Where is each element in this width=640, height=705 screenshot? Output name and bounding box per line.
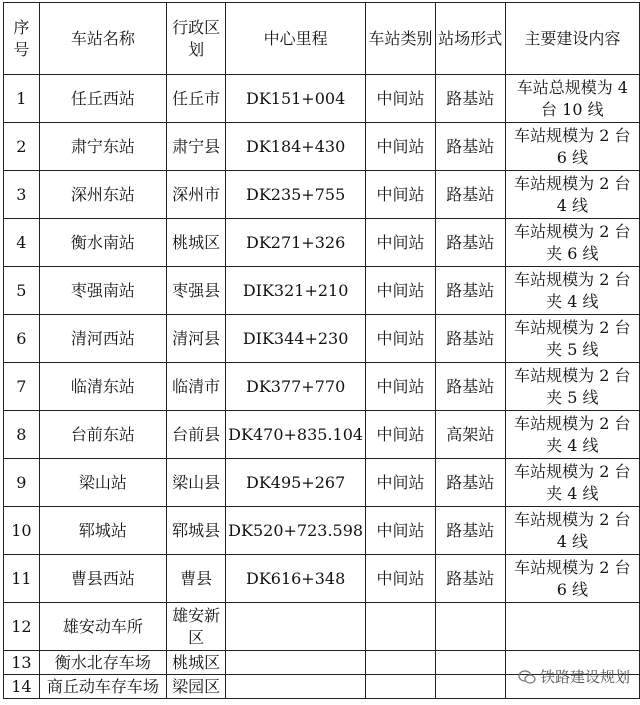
cell-type: 中间站 bbox=[366, 411, 436, 459]
cell-mileage: DK151+004 bbox=[226, 75, 366, 123]
cell-form: 路基站 bbox=[435, 219, 505, 267]
cell-no: 4 bbox=[4, 219, 40, 267]
cell-district: 郓城县 bbox=[167, 507, 226, 555]
header-form: 站场形式 bbox=[435, 3, 505, 75]
cell-no: 5 bbox=[4, 267, 40, 315]
cell-no: 11 bbox=[4, 555, 40, 603]
table-row bbox=[4, 411, 640, 459]
cell-type: 中间站 bbox=[366, 459, 436, 507]
cell-no: 14 bbox=[4, 675, 40, 699]
cell-mileage: DIK321+210 bbox=[226, 267, 366, 315]
header-no: 序号 bbox=[4, 3, 40, 75]
table-row bbox=[4, 267, 640, 315]
stations-table bbox=[3, 2, 640, 699]
cell-mileage: DK184+430 bbox=[226, 123, 366, 171]
cell-name: 商丘动车存车场 bbox=[39, 675, 166, 699]
cell-district: 枣强县 bbox=[167, 267, 226, 315]
cell-form: 路基站 bbox=[435, 507, 505, 555]
cell-name: 肃宁东站 bbox=[39, 123, 166, 171]
header-content: 主要建设内容 bbox=[505, 3, 639, 75]
cell-type: 中间站 bbox=[366, 171, 436, 219]
cell-form: 路基站 bbox=[435, 555, 505, 603]
cell-content bbox=[505, 603, 639, 651]
cell-type: 中间站 bbox=[366, 555, 436, 603]
cell-district: 台前县 bbox=[167, 411, 226, 459]
table-row bbox=[4, 555, 640, 603]
cell-form: 路基站 bbox=[435, 315, 505, 363]
cell-no: 8 bbox=[4, 411, 40, 459]
cell-content: 车站规模为 2 台夹 4 线 bbox=[505, 411, 639, 459]
cell-form: 路基站 bbox=[435, 75, 505, 123]
cell-district: 桃城区 bbox=[167, 651, 226, 675]
cell-mileage: DK616+348 bbox=[226, 555, 366, 603]
table-row bbox=[4, 75, 640, 123]
cell-type: 中间站 bbox=[366, 267, 436, 315]
cell-name: 临清东站 bbox=[39, 363, 166, 411]
header-name: 车站名称 bbox=[39, 3, 166, 75]
header-district: 行政区划 bbox=[167, 3, 226, 75]
table-row bbox=[4, 219, 640, 267]
cell-district: 雄安新区 bbox=[167, 603, 226, 651]
cell-mileage: DK470+835.104 bbox=[226, 411, 366, 459]
cell-district: 肃宁县 bbox=[167, 123, 226, 171]
cell-no: 3 bbox=[4, 171, 40, 219]
cell-name: 衡水南站 bbox=[39, 219, 166, 267]
header-row bbox=[4, 3, 640, 75]
table-row bbox=[4, 171, 640, 219]
cell-form: 路基站 bbox=[435, 363, 505, 411]
table-body bbox=[4, 75, 640, 699]
cell-content: 车站规模为 2 台夹 6 线 bbox=[505, 219, 639, 267]
cell-name: 郓城站 bbox=[39, 507, 166, 555]
cell-no: 9 bbox=[4, 459, 40, 507]
cell-name: 深州东站 bbox=[39, 171, 166, 219]
wechat-icon bbox=[518, 670, 536, 684]
cell-content: 车站规模为 2 台 6 线 bbox=[505, 555, 639, 603]
cell-name: 衡水北存车场 bbox=[39, 651, 166, 675]
cell-form: 路基站 bbox=[435, 267, 505, 315]
watermark bbox=[518, 666, 630, 687]
cell-district: 曹县 bbox=[167, 555, 226, 603]
cell-mileage bbox=[226, 651, 366, 675]
cell-content: 车站规模为 2 台 6 线 bbox=[505, 123, 639, 171]
cell-district: 桃城区 bbox=[167, 219, 226, 267]
cell-name: 台前东站 bbox=[39, 411, 166, 459]
cell-type: 中间站 bbox=[366, 315, 436, 363]
cell-form bbox=[435, 675, 505, 699]
cell-content: 车站规模为 2 台夹 5 线 bbox=[505, 315, 639, 363]
cell-mileage bbox=[226, 675, 366, 699]
cell-mileage: DK235+755 bbox=[226, 171, 366, 219]
cell-district: 临清市 bbox=[167, 363, 226, 411]
header-type: 车站类别 bbox=[366, 3, 436, 75]
cell-form: 路基站 bbox=[435, 459, 505, 507]
cell-no: 2 bbox=[4, 123, 40, 171]
cell-type bbox=[366, 675, 436, 699]
cell-name: 梁山站 bbox=[39, 459, 166, 507]
cell-content: 车站规模为 2 台夹 4 线 bbox=[505, 459, 639, 507]
cell-name: 枣强南站 bbox=[39, 267, 166, 315]
cell-form: 高架站 bbox=[435, 411, 505, 459]
table-row bbox=[4, 315, 640, 363]
cell-mileage bbox=[226, 603, 366, 651]
table-row bbox=[4, 459, 640, 507]
watermark-text: 铁路建设规划 bbox=[539, 668, 630, 686]
cell-name: 任丘西站 bbox=[39, 75, 166, 123]
table-row bbox=[4, 507, 640, 555]
cell-district: 深州市 bbox=[167, 171, 226, 219]
cell-content: 车站规模为 2 台夹 4 线 bbox=[505, 267, 639, 315]
cell-district: 清河县 bbox=[167, 315, 226, 363]
cell-form bbox=[435, 603, 505, 651]
cell-content: 车站规模为 2 台夹 5 线 bbox=[505, 363, 639, 411]
cell-district: 梁园区 bbox=[167, 675, 226, 699]
cell-no: 1 bbox=[4, 75, 40, 123]
cell-content: 车站规模为 2 台 4 线 bbox=[505, 507, 639, 555]
cell-form bbox=[435, 651, 505, 675]
cell-type: 中间站 bbox=[366, 75, 436, 123]
cell-district: 任丘市 bbox=[167, 75, 226, 123]
cell-no: 13 bbox=[4, 651, 40, 675]
cell-mileage: DK271+326 bbox=[226, 219, 366, 267]
header-mileage: 中心里程 bbox=[226, 3, 366, 75]
cell-district: 梁山县 bbox=[167, 459, 226, 507]
cell-name: 曹县西站 bbox=[39, 555, 166, 603]
table-row bbox=[4, 123, 640, 171]
cell-name: 清河西站 bbox=[39, 315, 166, 363]
cell-form: 路基站 bbox=[435, 123, 505, 171]
cell-no: 10 bbox=[4, 507, 40, 555]
cell-mileage: DK520+723.598 bbox=[226, 507, 366, 555]
cell-content: 车站总规模为 4 台 10 线 bbox=[505, 75, 639, 123]
cell-type: 中间站 bbox=[366, 507, 436, 555]
cell-no: 6 bbox=[4, 315, 40, 363]
cell-type: 中间站 bbox=[366, 123, 436, 171]
cell-name: 雄安动车所 bbox=[39, 603, 166, 651]
table-row bbox=[4, 603, 640, 651]
cell-mileage: DK495+267 bbox=[226, 459, 366, 507]
cell-type bbox=[366, 603, 436, 651]
cell-form: 路基站 bbox=[435, 171, 505, 219]
table-row bbox=[4, 363, 640, 411]
cell-no: 12 bbox=[4, 603, 40, 651]
cell-type: 中间站 bbox=[366, 219, 436, 267]
cell-mileage: DK377+770 bbox=[226, 363, 366, 411]
cell-type bbox=[366, 651, 436, 675]
cell-type: 中间站 bbox=[366, 363, 436, 411]
cell-content: 车站规模为 2 台 4 线 bbox=[505, 171, 639, 219]
cell-mileage: DIK344+230 bbox=[226, 315, 366, 363]
cell-no: 7 bbox=[4, 363, 40, 411]
